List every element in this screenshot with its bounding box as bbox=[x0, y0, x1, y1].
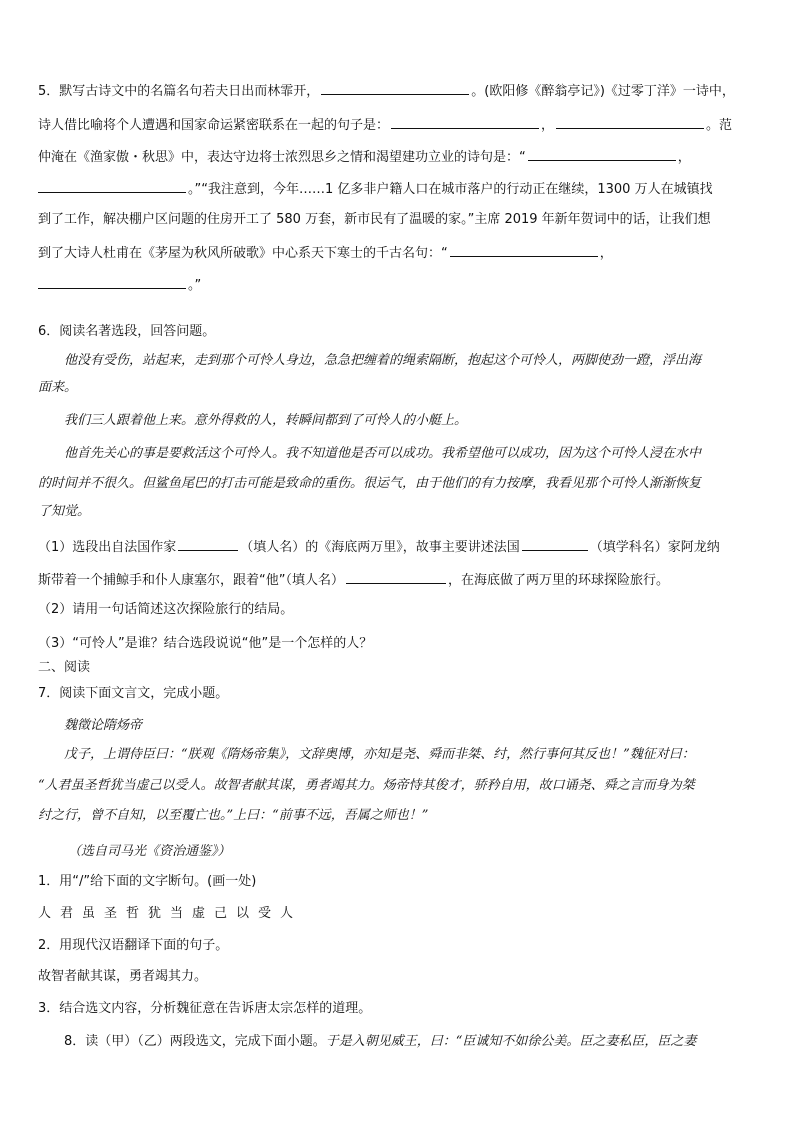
q6-passage-line: 他没有受伤，站起来，走到那个可怜人身边，急急把缠着的绳索隔断，抱起这个可怜人，两脚使劲一蹬，浮出海 bbox=[64, 353, 702, 368]
q6-passage-line: 了知觉。 bbox=[38, 504, 91, 519]
q5-line-2 bbox=[38, 114, 732, 136]
q7-passage-title: 魏徵论隋炀帝 bbox=[64, 718, 143, 733]
q6-passage-line: 他首先关心的事是要救活这个可怜人。我不知道他是否可以成功。我希望他可以成功，因为这个可怜人浸在水中 bbox=[64, 446, 702, 461]
q5-text: 5．默写古诗文中的名篇名句若夫日出而林霏开， bbox=[38, 84, 320, 99]
answer-blank[interactable] bbox=[528, 146, 676, 161]
q6-passage-line: 的时间并不很久。但鲨鱼尾巴的打击可能是致命的重伤。很运气，由于他们的有力按摩，我看见那个可怜人渐渐恢复 bbox=[38, 476, 702, 491]
q6-text: （1）选段出自法国作家 bbox=[38, 540, 177, 555]
answer-blank[interactable] bbox=[556, 114, 704, 129]
q7-passage-line: “人君虽圣哲犹当虚己以受人。故智者献其谋，勇者竭其力。炀帝恃其俊才，骄矜自用，故口诵尧、舜之言而身为桀 bbox=[38, 778, 695, 793]
q5-text: 。范 bbox=[706, 118, 733, 133]
answer-blank[interactable] bbox=[321, 80, 469, 95]
q7-passage-line: 戊子，上谓侍臣曰：“朕观《隋炀帝集》，文辞奥博，亦知是尧、舜而非桀、纣，然行事何其反也！”魏征对曰： bbox=[64, 747, 695, 762]
q6-sub-1 bbox=[38, 536, 720, 558]
q5-text: 。” bbox=[188, 278, 202, 293]
q6-sub-3: （3）“可怜人”是谁？结合选段说说“他”是一个怎样的人？ bbox=[38, 636, 373, 651]
q5-text: 。”“我注意到，今年……1 亿多非户籍人口在城市落户的行动正在继续，1300 万人在城镇找 bbox=[188, 182, 713, 197]
q6-text: （填学科名）家阿龙纳 bbox=[589, 540, 720, 555]
q8-intro bbox=[38, 1032, 696, 1052]
q5-text: 。(欧阳修《醉翁亭记》)《过零丁洋》一诗中， bbox=[471, 84, 735, 99]
q6-sub-1-cont bbox=[38, 569, 669, 591]
answer-blank[interactable] bbox=[450, 242, 598, 257]
q7-sub-2: 2．用现代汉语翻译下面的句子。 bbox=[38, 938, 229, 953]
q8-passage-start: 于是入朝见威王，曰：“臣诚知不如徐公美。臣之妻私臣，臣之妻 bbox=[325, 1034, 697, 1049]
answer-blank[interactable] bbox=[38, 274, 186, 289]
q5-text: ， bbox=[677, 150, 691, 165]
q5-line-4 bbox=[38, 178, 713, 200]
answer-blank[interactable] bbox=[178, 536, 238, 551]
q7-sub-1: 1．用“/”给下面的文字断句。(画一处) bbox=[38, 874, 257, 889]
q5-text: 仲淹在《渔家傲・秋思》中，表达守边将士浓烈思乡之情和渴望建功立业的诗句是：“ bbox=[38, 150, 526, 165]
q5-text: 到了大诗人杜甫在《茅屋为秋风所破歌》中心系天下寒士的千古名句：“ bbox=[38, 246, 448, 261]
q6-title: 6．阅读名著选段，回答问题。 bbox=[38, 324, 216, 339]
q7-sub-2-text: 故智者献其谋，勇者竭其力。 bbox=[38, 969, 208, 984]
q5-line-6 bbox=[38, 242, 613, 264]
q8-title: 8．读（甲）（乙）两段选文，完成下面小题。 bbox=[64, 1034, 326, 1049]
section-heading: 二、阅读 bbox=[38, 660, 91, 675]
answer-blank[interactable] bbox=[522, 536, 588, 551]
q7-sub-3: 3．结合选文内容，分析魏征意在告诉唐太宗怎样的道理。 bbox=[38, 1001, 372, 1016]
q5-line-7 bbox=[38, 274, 201, 296]
q6-text: 斯带着一个捕鲸手和仆人康塞尔，跟着“他”（填人名） bbox=[38, 573, 344, 588]
q7-sub-1-text: 人君虽圣哲犹当虚己以受人 bbox=[38, 906, 303, 921]
q5-text: ， bbox=[599, 246, 613, 261]
q6-text: （填人名）的《海底两万里》，故事主要讲述法国 bbox=[240, 540, 520, 555]
q5-text: 诗人借比喻将个人遭遇和国家命运紧密联系在一起的句子是： bbox=[38, 118, 390, 133]
q7-passage-line: 纣之行，曾不自知，以至覆亡也。”上曰：“前事不远，吾属之师也！” bbox=[38, 808, 429, 823]
q5-text: 到了工作，解决棚户区问题的住房开工了 580 万套，新市民有了温暖的家。”主席 2019 年新年贺词中的话，让我们想 bbox=[38, 212, 711, 227]
answer-blank[interactable] bbox=[346, 569, 446, 584]
q5-line-1 bbox=[38, 80, 735, 102]
q5-line-3 bbox=[38, 146, 691, 168]
q7-source: （选自司马光《资治通鉴》） bbox=[68, 844, 231, 859]
answer-blank[interactable] bbox=[38, 178, 186, 193]
q6-text: ，在海底做了两万里的环球探险旅行。 bbox=[447, 573, 669, 588]
q6-passage-line: 面来。 bbox=[38, 380, 78, 395]
q6-passage-line: 我们三人跟着他上来。意外得救的人，转瞬间都到了可怜人的小艇上。 bbox=[64, 413, 468, 428]
q5-line-5 bbox=[38, 210, 711, 230]
answer-blank[interactable] bbox=[391, 114, 539, 129]
q7-title: 7．阅读下面文言文，完成小题。 bbox=[38, 686, 229, 701]
q5-text: ， bbox=[541, 118, 555, 133]
q6-sub-2: （2）请用一句话简述这次探险旅行的结局。 bbox=[38, 602, 294, 617]
